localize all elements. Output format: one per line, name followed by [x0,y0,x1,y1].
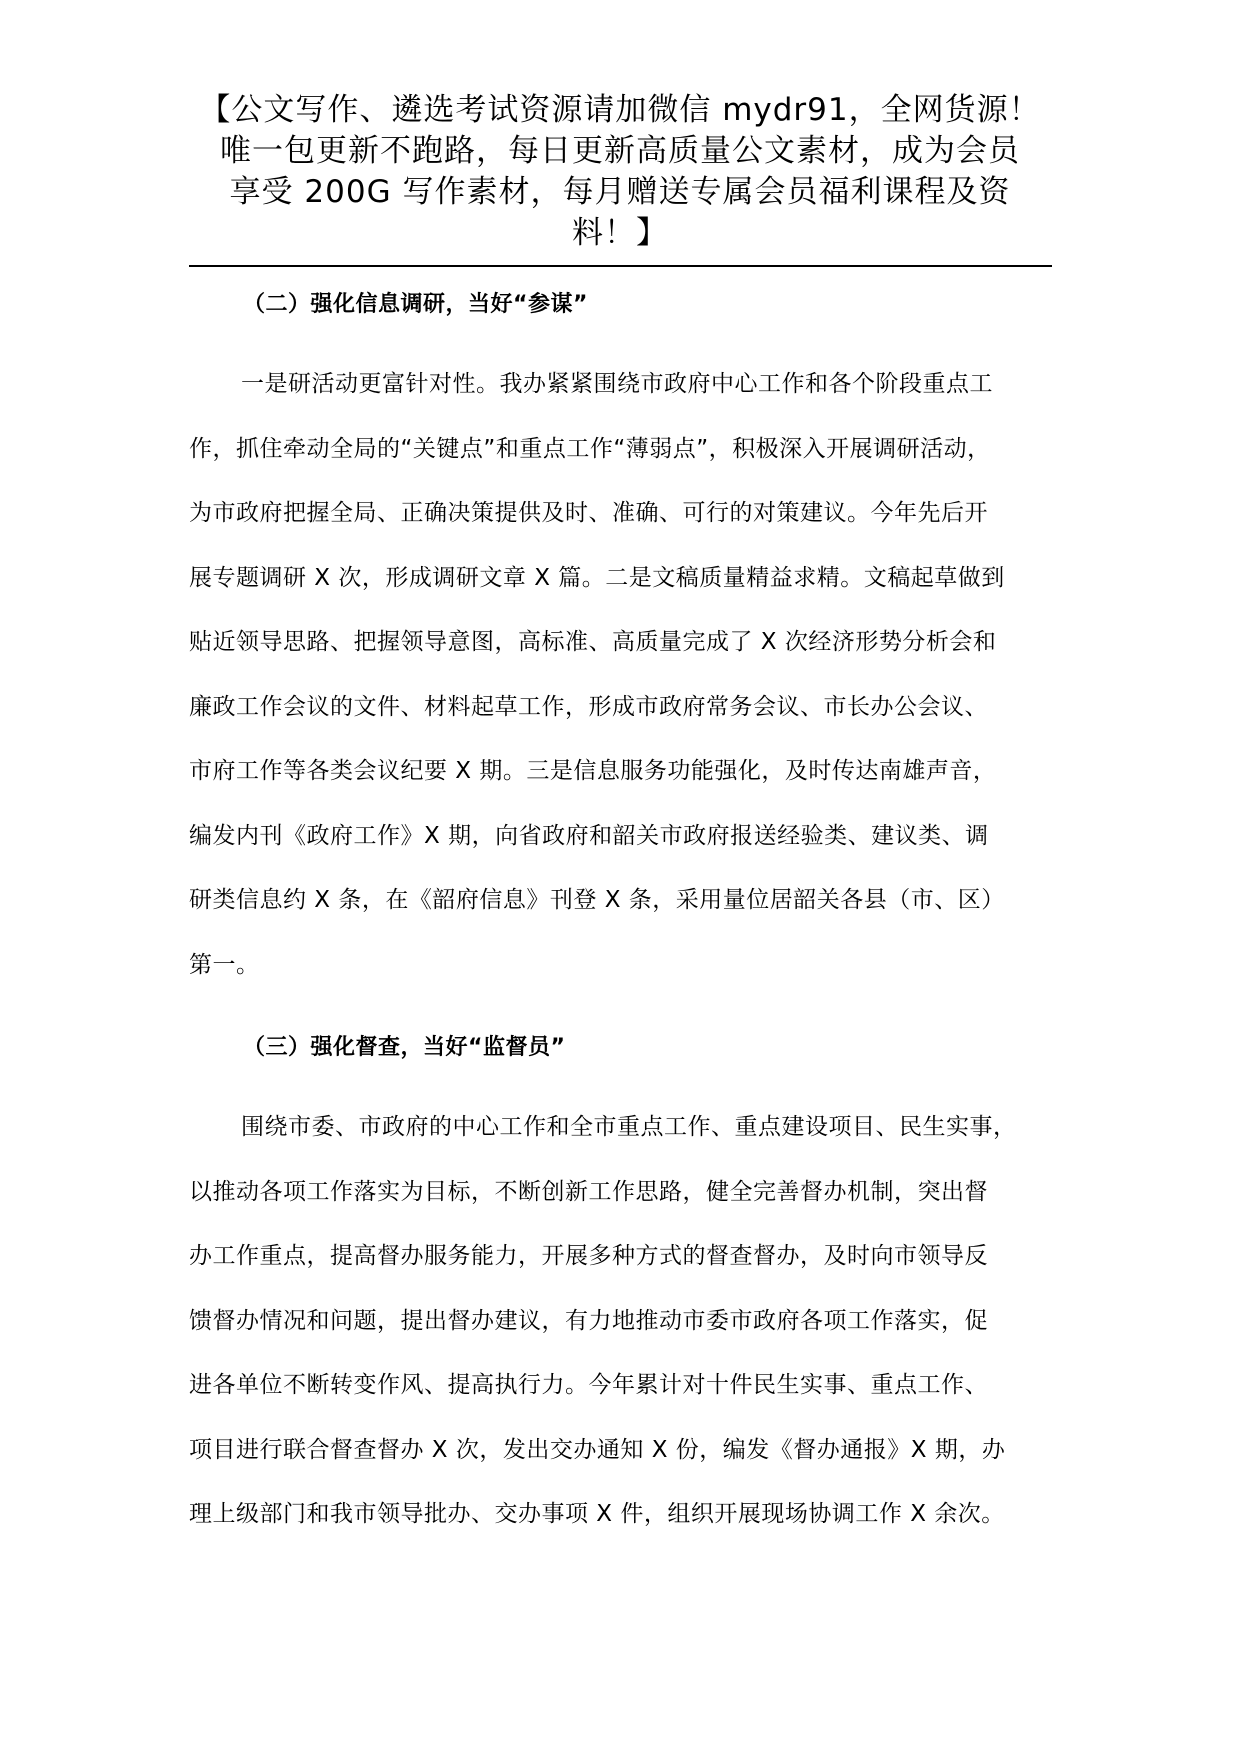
paragraph-line: 一是研活动更富针对性。我办紧紧围绕市政府中心工作和各个阶段重点工 [241,371,993,397]
paragraph-line: 为市政府把握全局、正确决策提供及时、准确、可行的对策建议。今年先后开 [189,500,988,526]
paragraph-line: 贴近领导思路、把握领导意图，高标准、高质量完成了 X 次经济形势分析会和 [189,629,997,655]
paragraph-line: 廉政工作会议的文件、材料起草工作，形成市政府常务会议、市长办公会议、 [189,693,988,720]
header-line: 料！】 [572,215,668,251]
section-body [189,1095,1052,1547]
section-body [189,352,1052,997]
paragraph-line: 理上级部门和我市领导批办、交办事项 X 件，组织开展现场协调工作 X 余次。 [189,1501,1005,1527]
paragraph-line: 市府工作等各类会议纪要 X 期。三是信息服务功能强化，及时传达南雄声音， [189,758,997,784]
section-heading: （二）强化信息调研，当好“参谋” [243,292,588,317]
paragraph-line: 馈督办情况和问题，提出督办建议，有力地推动市委市政府各项工作落实，促 [189,1307,988,1334]
paragraph-line: 以推动各项工作落实为目标，不断创新工作思路，健全完善督办机制，突出督 [189,1178,988,1205]
paragraph-line: 进各单位不断转变作风、提高执行力。今年累计对十件民生实事、重点工作、 [189,1372,988,1398]
paragraph-line: 展专题调研 X 次，形成调研文章 X 篇。二是文稿质量精益求精。文稿起草做到 [189,564,1005,591]
paragraph-line: 研类信息约 X 条，在《韶府信息》刊登 X 条，采用量位居韶关各县（市、区） [189,887,1005,913]
paragraph-line: 第一。 [189,951,260,978]
header-line: 【公文写作、遴选考试资源请加微信 mydr91，全网货源！ [199,92,1041,128]
paragraph-line: 围绕市委、市政府的中心工作和全市重点工作、重点建设项目、民生实事， [241,1114,1017,1140]
header-line: 唯一包更新不跑路，每日更新高质量公文素材，成为会员 [220,133,1020,169]
paragraph-line: 办工作重点，提高督办服务能力，开展多种方式的督查督办，及时向市领导反 [189,1243,988,1269]
paragraph-line: 项目进行联合督查督办 X 次，发出交办通知 X 份，编发《督办通报》X 期，办 [189,1436,1006,1463]
header-line: 享受 200G 写作素材，每月赠送专属会员福利课程及资 [229,174,1011,210]
paragraph-line: 编发内刊《政府工作》X 期，向省政府和韶关市政府报送经验类、建议类、调 [189,822,989,849]
promo-header [180,90,1060,254]
section-heading: （三）强化督查，当好“监督员” [243,1035,566,1060]
paragraph-line: 作，抓住牵动全局的“关键点”和重点工作“薄弱点”，积极深入开展调研活动， [189,435,991,462]
header-divider [189,265,1052,267]
